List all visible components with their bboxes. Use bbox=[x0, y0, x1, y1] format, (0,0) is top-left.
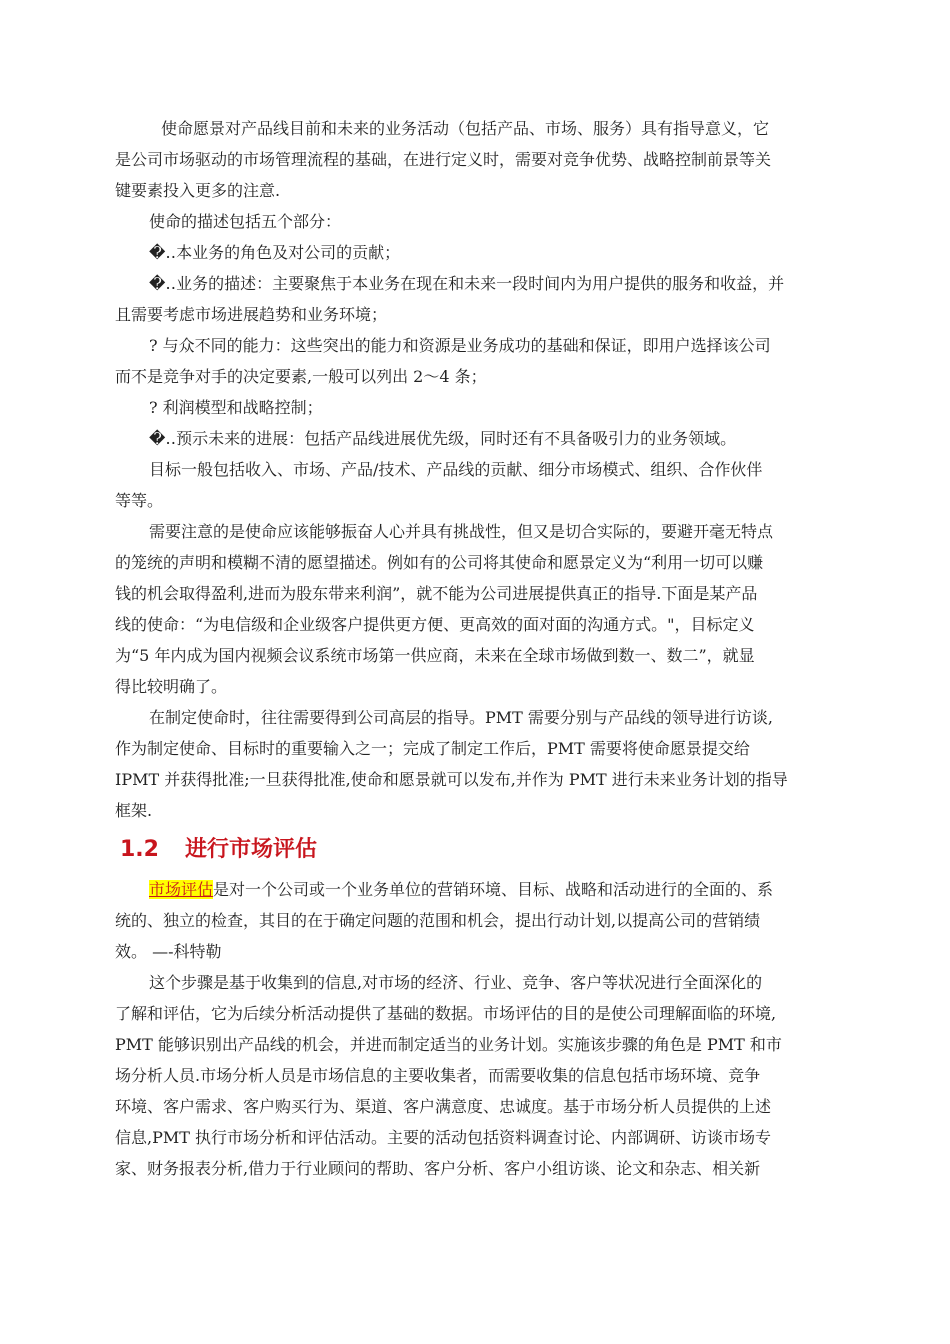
text-run: 是对一个公司或一个业务单位的营销环境、目标、战略和活动进行的全面的、系 bbox=[213, 880, 774, 899]
text-line: 的笼统的声明和模糊不清的愿望描述。例如有的公司将其使命和愿景定义为“利用一切可以赚 bbox=[115, 553, 764, 572]
text-line: 线的使命：“为电信级和企业级客户提供更方便、更高效的面对面的沟通方式。"，目标定义 bbox=[115, 615, 755, 634]
document-body bbox=[115, 113, 837, 1184]
text-line: 在制定使命时，往往需要得到公司高层的指导。PMT 需要分别与产品线的领导进行访谈, bbox=[149, 708, 773, 727]
text-line: 是公司市场驱动的市场管理流程的基础，在进行定义时，需要对竞争优势、战略控制前景等关 bbox=[115, 150, 772, 169]
text-line: 而不是竞争对手的决定要素,一般可以列出 2～4 条； bbox=[115, 367, 487, 386]
highlighted-term-link[interactable]: 市场评估 bbox=[149, 880, 214, 899]
paragraph-quote bbox=[115, 874, 837, 967]
text-line: 这个步骤是基于收集到的信息,对市场的经济、行业、竞争、客户等状况进行全面深化的 bbox=[149, 973, 763, 992]
section-heading bbox=[115, 826, 837, 874]
text-line: 目标一般包括收入、市场、产品/技术、产品线的贡献、细分市场模式、组织、合作伙伴 bbox=[149, 460, 763, 479]
text-line: 作为制定使命、目标时的重要输入之一；完成了制定工作后，PMT 需要将使命愿景提交给 bbox=[115, 739, 750, 758]
text-line: 框架. bbox=[115, 801, 153, 820]
paragraph-goals bbox=[115, 454, 837, 516]
text-line: 信息,PMT 执行市场分析和评估活动。主要的活动包括资料调查讨论、内部调研、访谈市场专 bbox=[115, 1128, 771, 1147]
text-line: 等等。 bbox=[115, 491, 164, 510]
bullet-item-description bbox=[115, 268, 837, 330]
text-line: 场分析人员.市场分析人员是市场信息的主要收集者，而需要收集的信息包括市场环境、竞争 bbox=[115, 1066, 761, 1085]
text-line: 使命愿景对产品线目前和未来的业务活动（包括产品、市场、服务）具有指导意义，它 bbox=[161, 119, 770, 138]
text-line: 为“5 年内成为国内视频会议系统市场第一供应商，未来在全球市场做到数一、数二”，就显 bbox=[115, 646, 755, 665]
text-line: 钱的机会取得盈利,进而为股东带来利润”，就不能为公司进展提供真正的指导.下面是某产品 bbox=[115, 584, 758, 603]
text-line: 环境、客户需求、客户购买行为、渠道、客户满意度、忠诚度。基于市场分析人员提供的上述 bbox=[115, 1097, 772, 1116]
text-line: 统的、独立的检查，其目的在于确定问题的范围和机会，提出行动计划,以提高公司的营销绩 bbox=[115, 911, 761, 930]
bullet-item-profit-model: ? 利润模型和战略控制； bbox=[149, 398, 323, 417]
paragraph-market-assessment bbox=[115, 967, 837, 1184]
text-line: 了解和评估，它为后续分析活动提供了基础的数据。市场评估的目的是使公司理解面临的环境, bbox=[115, 1004, 777, 1023]
section-title: 进行市场评估 bbox=[184, 837, 317, 862]
section-number: 1.2 bbox=[120, 837, 159, 862]
bullet-item-capability bbox=[115, 330, 837, 392]
text-line: 键要素投入更多的注意. bbox=[115, 181, 281, 200]
text-line: 需要注意的是使命应该能够振奋人心并具有挑战性，但又是切合实际的，要避开毫无特点 bbox=[149, 522, 774, 541]
text-line: 家、财务报表分析,借力于行业顾问的帮助、客户分析、客户小组访谈、论文和杂志、相关新 bbox=[115, 1159, 761, 1178]
text-line: 效。 —-科特勒 bbox=[115, 942, 222, 961]
bullet-item-role: �‥本业务的角色及对公司的贡献； bbox=[149, 243, 401, 262]
paragraph-mission-parts: 使命的描述包括五个部分： bbox=[149, 212, 342, 231]
paragraph-approval bbox=[115, 702, 837, 826]
text-line: PMT 能够识别出产品线的机会，并进而制定适当的业务计划。实施该步骤的角色是 PMT 和市 bbox=[115, 1035, 782, 1054]
paragraph-mission-intro bbox=[115, 113, 837, 206]
text-line: �‥业务的描述：主要聚焦于本业务在现在和未来一段时间内为用户提供的服务和收益，并 bbox=[149, 274, 785, 293]
text-line: IPMT 并获得批准;一旦获得批准,使命和愿景就可以发布,并作为 PMT 进行未来业务计划的指导 bbox=[115, 770, 788, 789]
text-line: 且需要考虑市场进展趋势和业务环境； bbox=[115, 305, 388, 324]
text-line: 得比较明确了。 bbox=[115, 677, 228, 696]
text-line bbox=[115, 874, 837, 905]
paragraph-notes bbox=[115, 516, 837, 702]
bullet-item-forecast: �‥预示未来的进展：包括产品线进展优先级，同时还有不具备吸引力的业务领域。 bbox=[149, 429, 737, 448]
text-line: ? 与众不同的能力：这些突出的能力和资源是业务成功的基础和保证，即用户选择该公司 bbox=[149, 336, 771, 355]
